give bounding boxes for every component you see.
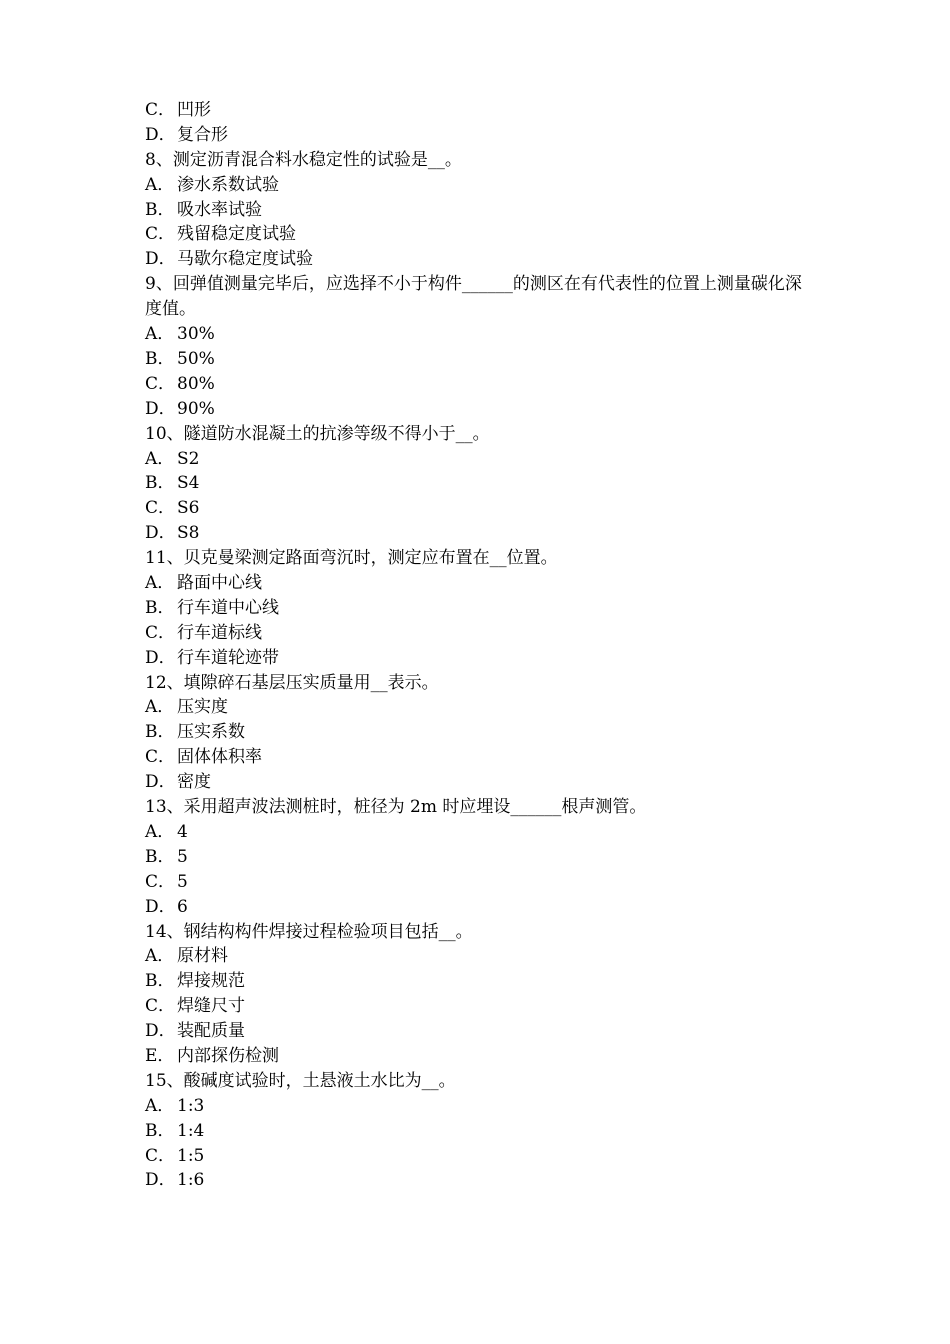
option-letter: A． [145, 697, 175, 718]
option-letter: B． [145, 971, 175, 992]
option-text: 6 [177, 896, 188, 917]
option-letter: B． [145, 722, 175, 743]
option-item [145, 944, 825, 969]
option-text: 残留稳定度试验 [177, 224, 296, 245]
option-text: 原材料 [177, 946, 228, 967]
option-item [145, 770, 825, 795]
option-item [145, 222, 825, 247]
option-text: 50% [177, 348, 215, 369]
option-text: 1:6 [177, 1170, 205, 1191]
option-letter: D． [145, 249, 176, 270]
option-text: 压实度 [177, 697, 228, 718]
option-text: 4 [177, 821, 188, 842]
option-letter: C． [145, 1145, 176, 1166]
option-text: S6 [177, 498, 200, 519]
question-text [145, 546, 825, 571]
option-text: 吸水率试验 [177, 199, 262, 220]
option-letter: D． [145, 647, 176, 668]
option-text: 凹形 [177, 100, 211, 120]
option-letter: A． [145, 174, 175, 195]
option-item [145, 571, 825, 596]
option-item [145, 447, 825, 472]
option-letter: D． [145, 772, 176, 793]
option-text: 密度 [177, 772, 211, 793]
option-item [145, 845, 825, 870]
option-item [145, 994, 825, 1019]
option-item [145, 596, 825, 621]
question-text [145, 1069, 825, 1094]
option-item [145, 1044, 825, 1069]
option-text: 1:4 [177, 1120, 205, 1141]
option-text: S4 [177, 473, 200, 494]
option-letter: C． [145, 373, 176, 394]
option-item [145, 247, 825, 272]
option-text: 行车道轮迹带 [177, 647, 279, 668]
option-letter: D． [145, 896, 176, 917]
option-letter: A． [145, 324, 175, 345]
option-letter: A． [145, 1095, 175, 1116]
option-item [145, 1119, 825, 1144]
option-item [145, 471, 825, 496]
option-letter: C． [145, 747, 176, 768]
option-text: 1:3 [177, 1095, 205, 1116]
option-letter: B． [145, 199, 175, 220]
question-label: 8、测定沥青混合料水稳定性的试验是__。 [145, 149, 462, 170]
option-letter: A． [145, 573, 175, 593]
question-text [145, 795, 825, 820]
option-item [145, 123, 825, 148]
question-label: 14、钢结构构件焊接过程检验项目包括__。 [145, 921, 473, 942]
option-item [145, 198, 825, 223]
option-item [145, 720, 825, 745]
option-item [145, 621, 825, 646]
option-text: 90% [177, 398, 215, 419]
option-letter: B． [145, 1120, 175, 1141]
option-item [145, 895, 825, 920]
option-text: 行车道标线 [177, 622, 262, 643]
option-item [145, 397, 825, 422]
option-item [145, 322, 825, 347]
option-text: 5 [177, 846, 188, 867]
option-text: 80% [177, 373, 215, 394]
option-letter: B． [145, 348, 175, 369]
option-item [145, 496, 825, 521]
question-label: 10、隧道防水混凝土的抗渗等级不得小于__。 [145, 423, 490, 444]
option-text: 焊缝尺寸 [177, 996, 245, 1017]
question-label: 12、填隙碎石基层压实质量用__表示。 [145, 672, 439, 693]
question-label: 11、贝克曼梁测定路面弯沉时，测定应布置在__位置。 [145, 548, 558, 569]
option-item [145, 98, 825, 123]
option-letter: C． [145, 224, 176, 245]
option-item [145, 521, 825, 546]
option-letter: D． [145, 398, 176, 419]
option-letter: D． [145, 1170, 176, 1191]
option-text: 路面中心线 [177, 573, 262, 593]
option-text: 1:5 [177, 1145, 205, 1166]
option-item [145, 820, 825, 845]
option-item [145, 1019, 825, 1044]
option-letter: E． [145, 1045, 175, 1066]
option-text: 固体体积率 [177, 747, 262, 768]
option-letter: D． [145, 1021, 176, 1042]
option-text: 30% [177, 324, 215, 345]
option-letter: C． [145, 100, 176, 120]
option-text: 复合形 [177, 124, 228, 145]
option-item [145, 870, 825, 895]
option-item [145, 347, 825, 372]
option-letter: C． [145, 498, 176, 519]
option-item [145, 969, 825, 994]
option-item [145, 646, 825, 671]
option-text: S2 [177, 448, 200, 469]
option-text: 渗水系数试验 [177, 174, 279, 195]
option-letter: B． [145, 846, 175, 867]
option-item [145, 1168, 825, 1193]
option-letter: C． [145, 996, 176, 1017]
option-item [145, 1094, 825, 1119]
question-text [145, 148, 825, 173]
option-letter: C． [145, 871, 176, 892]
option-letter: D． [145, 124, 176, 145]
option-letter: B． [145, 473, 175, 494]
question-label: 9、回弹值测量完毕后，应选择不小于构件______的测区在有代表性的位置上测量碳化深度值。 [145, 274, 802, 320]
question-text [145, 272, 825, 322]
option-text: 行车道中心线 [177, 597, 279, 618]
question-text [145, 671, 825, 696]
option-letter: A． [145, 448, 175, 469]
option-item [145, 372, 825, 397]
document-page [145, 98, 825, 1193]
option-letter: B． [145, 597, 175, 618]
option-letter: D． [145, 523, 176, 544]
option-text: 装配质量 [177, 1021, 245, 1042]
option-letter: A． [145, 821, 175, 842]
option-item [145, 745, 825, 770]
option-item [145, 695, 825, 720]
question-label: 15、酸碱度试验时，土悬液土水比为__。 [145, 1070, 456, 1091]
option-text: 马歇尔稳定度试验 [177, 249, 313, 270]
question-text [145, 920, 825, 945]
question-label: 13、采用超声波法测桩时，桩径为 2m 时应埋设______根声测管。 [145, 797, 647, 818]
option-item [145, 1144, 825, 1169]
option-text: 5 [177, 871, 188, 892]
option-text: 压实系数 [177, 722, 245, 743]
option-item [145, 173, 825, 198]
option-text: 焊接规范 [177, 971, 245, 992]
option-text: 内部探伤检测 [177, 1045, 279, 1066]
option-letter: A． [145, 946, 175, 967]
question-text [145, 422, 825, 447]
option-text: S8 [177, 523, 200, 544]
option-letter: C． [145, 622, 176, 643]
